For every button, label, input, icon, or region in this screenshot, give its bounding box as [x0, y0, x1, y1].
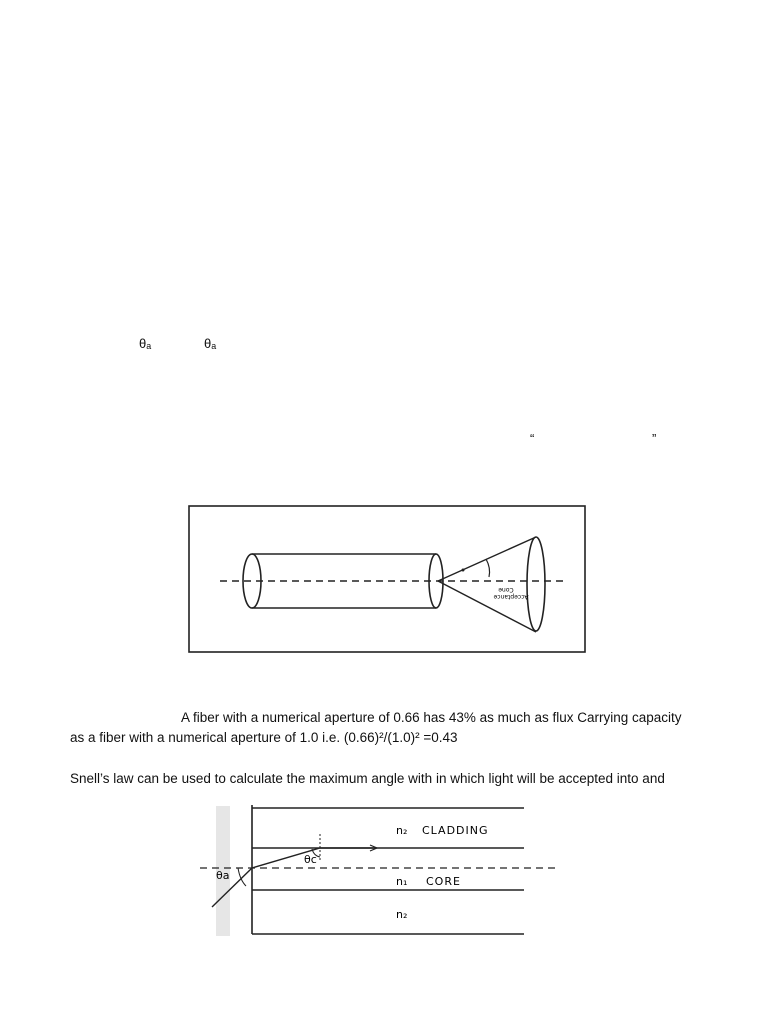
- label-theta-a: θa: [216, 869, 230, 882]
- label-cladding: CLADDING: [422, 824, 489, 837]
- close-quote: ”: [652, 431, 657, 446]
- paragraph-1-line-2: as a fiber with a numerical aperture of 1.0 i.e. (0.66)²/(1.0)² =0.43: [70, 730, 458, 745]
- label-cone: Cone: [498, 586, 514, 593]
- light-ray: [212, 848, 375, 907]
- acceptance-cone-figure: [186, 504, 586, 654]
- figure-border: [189, 506, 585, 652]
- paragraph-1-line-1: A fiber with a numerical aperture of 0.66 has 43% as much as flux Carrying capacity: [181, 710, 682, 725]
- acceptance-cone-sides: [438, 537, 536, 632]
- snells-law-figure: [200, 800, 610, 940]
- acceptance-cone-diagram: [186, 504, 586, 654]
- paragraph-2: Snell’s law can be used to calculate the maximum angle with in which light will be accepted into and: [70, 771, 665, 786]
- theta-a-symbol-1: θₐ: [139, 336, 152, 351]
- acceptance-angle-arc: [486, 559, 490, 577]
- theta-a-symbol-2: θₐ: [204, 336, 217, 351]
- label-n2-bottom: n₂: [396, 908, 408, 921]
- label-n1: n₁: [396, 875, 408, 888]
- label-acceptance: Acceptance: [493, 593, 529, 600]
- label-n2-top: n₂: [396, 824, 408, 837]
- acceptance-cone-base: [527, 537, 545, 631]
- label-core: CORE: [426, 875, 461, 888]
- angle-mark: [462, 569, 465, 572]
- open-quote: “: [530, 431, 535, 446]
- label-theta-c: θc: [304, 853, 317, 866]
- core-cladding-diagram: [200, 800, 610, 940]
